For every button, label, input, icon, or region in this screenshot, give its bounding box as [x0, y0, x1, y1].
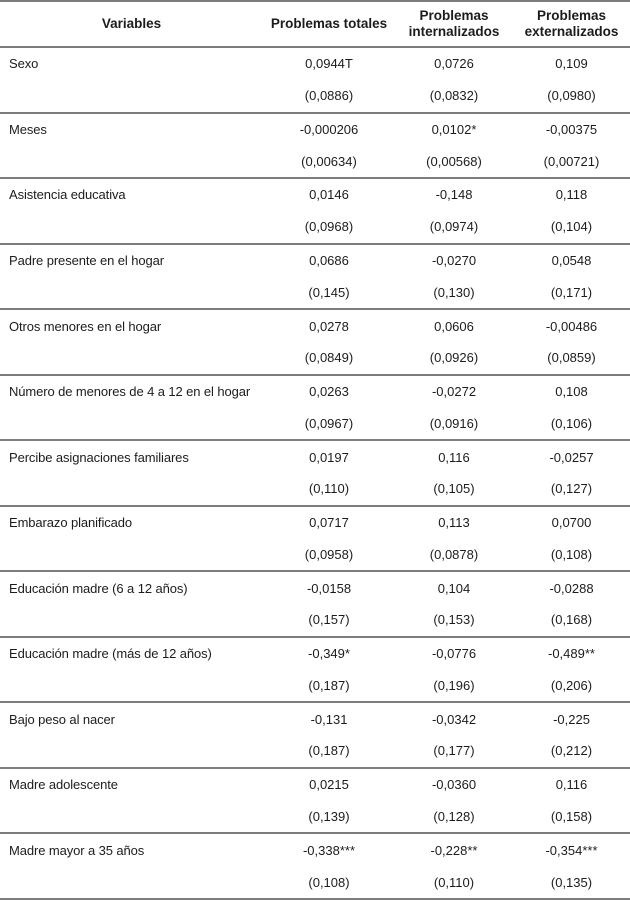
variable-label: Madre mayor a 35 años: [9, 842, 145, 858]
se-problemas-externalizados: (0,127): [550, 481, 593, 497]
variable-label: Sexo: [9, 56, 39, 72]
coef-problemas-internalizados: -0,228**: [430, 842, 478, 858]
se-problemas-externalizados: (0,206): [550, 677, 593, 693]
coef-problemas-internalizados: 0,113: [438, 515, 470, 531]
se-problemas-internalizados: (0,0878): [429, 546, 479, 562]
stderr-row: [0, 342, 630, 374]
stderr-row: [0, 604, 630, 636]
coef-problemas-totales: 0,0197: [309, 449, 349, 465]
coef-problemas-externalizados: -0,0257: [549, 449, 594, 465]
coef-problemas-externalizados: 0,0700: [551, 515, 592, 531]
coefficient-row: [0, 441, 630, 473]
coef-problemas-totales: 0,0146: [309, 187, 349, 203]
coef-problemas-externalizados: -0,00375: [545, 121, 598, 137]
variable-row-group: [0, 114, 630, 180]
coef-problemas-totales: -0,000206: [299, 121, 359, 137]
stderr-row: [0, 670, 630, 702]
coef-problemas-externalizados: -0,489**: [548, 646, 595, 662]
coef-problemas-externalizados: 0,118: [555, 187, 588, 203]
se-problemas-totales: (0,108): [308, 874, 350, 890]
coef-problemas-internalizados: 0,0102*: [431, 121, 477, 137]
coef-problemas-totales: 0,0215: [309, 777, 349, 793]
se-problemas-totales: (0,0886): [304, 88, 354, 104]
stderr-row: [0, 538, 630, 570]
coef-problemas-totales: -0,338***: [302, 842, 356, 858]
coef-problemas-internalizados: -0,0272: [431, 384, 477, 400]
coefficient-row: [0, 48, 630, 80]
coef-problemas-totales: 0,0278: [309, 318, 349, 334]
stderr-row: [0, 473, 630, 505]
se-problemas-internalizados: (0,0926): [429, 350, 479, 366]
se-problemas-internalizados: (0,105): [433, 481, 475, 497]
variable-row-group: [0, 310, 630, 376]
se-problemas-totales: (0,187): [308, 677, 350, 693]
coefficient-row: [0, 245, 630, 277]
se-problemas-externalizados: (0,135): [550, 874, 593, 890]
se-problemas-totales: (0,00634): [301, 153, 357, 169]
se-problemas-internalizados: (0,0832): [429, 88, 479, 104]
coef-problemas-internalizados: -0,0360: [431, 777, 477, 793]
coef-problemas-internalizados: -0,148: [435, 187, 473, 203]
variable-label: Padre presente en el hogar: [9, 252, 164, 268]
variable-row-group: [0, 638, 630, 704]
header-variables: Variables: [101, 15, 162, 31]
coef-problemas-externalizados: 0,108: [555, 384, 588, 400]
se-problemas-internalizados: (0,128): [433, 808, 475, 824]
se-problemas-totales: (0,187): [308, 743, 350, 759]
coefficient-row: [0, 310, 630, 342]
variable-row-group: [0, 507, 630, 573]
se-problemas-internalizados: (0,196): [433, 677, 475, 693]
se-problemas-internalizados: (0,0916): [429, 415, 479, 431]
coef-problemas-internalizados: -0,0776: [431, 646, 477, 662]
coefficient-row: [0, 114, 630, 146]
se-problemas-externalizados: (0,106): [550, 415, 593, 431]
coef-problemas-internalizados: 0,104: [437, 580, 471, 596]
variable-row-group: [0, 179, 630, 245]
variable-label: Percibe asignaciones familiares: [9, 449, 189, 465]
se-problemas-externalizados: (0,0859): [547, 350, 596, 366]
coefficient-row: [0, 376, 630, 408]
header-problemas-externalizados: Problemas externalizados: [524, 7, 619, 39]
coef-problemas-externalizados: -0,225: [553, 711, 590, 727]
se-problemas-externalizados: (0,171): [550, 284, 593, 300]
coef-problemas-totales: 0,0263: [309, 384, 349, 400]
se-problemas-externalizados: (0,0980): [547, 88, 596, 104]
coef-problemas-internalizados: 0,116: [438, 449, 470, 465]
variable-row-group: [0, 48, 630, 114]
se-problemas-totales: (0,145): [308, 284, 350, 300]
coef-problemas-externalizados: 0,116: [555, 777, 588, 793]
stderr-row: [0, 145, 630, 177]
coef-problemas-externalizados: 0,109: [555, 56, 588, 72]
coefficient-row: [0, 638, 630, 670]
stderr-row: [0, 211, 630, 243]
se-problemas-totales: (0,0967): [304, 415, 354, 431]
coef-problemas-internalizados: -0,0270: [431, 252, 477, 268]
variable-label: Meses: [9, 121, 47, 137]
variable-row-group: [0, 703, 630, 769]
se-problemas-totales: (0,157): [308, 612, 350, 628]
coefficient-row: [0, 507, 630, 539]
variable-row-group: [0, 572, 630, 638]
stderr-row: [0, 80, 630, 112]
se-problemas-externalizados: (0,212): [550, 743, 593, 759]
coef-problemas-internalizados: 0,0606: [434, 318, 474, 334]
stderr-row: [0, 407, 630, 439]
coef-problemas-totales: -0,349*: [308, 646, 350, 662]
coef-problemas-totales: 0,0717: [309, 515, 349, 531]
coef-problemas-internalizados: 0,0726: [434, 56, 474, 72]
coef-problemas-externalizados: -0,354***: [545, 842, 598, 858]
coef-problemas-totales: 0,0686: [309, 252, 349, 268]
coef-problemas-totales: 0,0944T: [305, 56, 353, 72]
table-body: [0, 48, 630, 900]
coefficient-row: [0, 703, 630, 735]
se-problemas-externalizados: (0,168): [550, 612, 593, 628]
coef-problemas-internalizados: -0,0342: [431, 711, 477, 727]
se-problemas-totales: (0,139): [308, 808, 350, 824]
coef-problemas-externalizados: -0,0288: [549, 580, 594, 596]
se-problemas-totales: (0,0849): [304, 350, 354, 366]
coefficient-row: [0, 572, 630, 604]
variable-row-group: [0, 441, 630, 507]
variable-label: Número de menores de 4 a 12 en el hogar: [9, 384, 251, 400]
variable-label: Madre adolescente: [9, 777, 118, 793]
variable-label: Embarazo planificado: [9, 515, 133, 531]
se-problemas-internalizados: (0,130): [433, 284, 475, 300]
se-problemas-totales: (0,0958): [304, 546, 354, 562]
se-problemas-externalizados: (0,104): [550, 219, 593, 235]
coefficient-row: [0, 769, 630, 801]
header-problemas-totales: Problemas totales: [270, 15, 388, 31]
table-header-row: [0, 2, 630, 48]
coef-problemas-externalizados: 0,0548: [551, 252, 592, 268]
variable-label: Educación madre (6 a 12 años): [9, 580, 188, 596]
se-problemas-totales: (0,110): [308, 481, 350, 497]
variable-label: Otros menores en el hogar: [9, 318, 162, 334]
se-problemas-externalizados: (0,00721): [543, 153, 600, 169]
coef-problemas-totales: -0,131: [310, 711, 348, 727]
coef-problemas-externalizados: -0,00486: [545, 318, 598, 334]
coefficient-row: [0, 834, 630, 866]
se-problemas-internalizados: (0,110): [433, 874, 475, 890]
variable-label: Bajo peso al nacer: [9, 711, 115, 727]
se-problemas-totales: (0,0968): [304, 219, 354, 235]
variable-row-group: [0, 769, 630, 835]
se-problemas-internalizados: (0,153): [433, 612, 475, 628]
stderr-row: [0, 735, 630, 767]
variable-row-group: [0, 376, 630, 442]
variable-label: Asistencia educativa: [9, 187, 126, 203]
header-problemas-internalizados: Problemas internalizados: [408, 7, 500, 39]
se-problemas-internalizados: (0,177): [433, 743, 475, 759]
coef-problemas-totales: -0,0158: [306, 580, 352, 596]
stderr-row: [0, 276, 630, 308]
stderr-row: [0, 866, 630, 898]
stderr-row: [0, 801, 630, 833]
se-problemas-externalizados: (0,158): [550, 808, 593, 824]
variable-label: Educación madre (más de 12 años): [9, 646, 212, 662]
se-problemas-internalizados: (0,0974): [429, 219, 479, 235]
coefficient-row: [0, 179, 630, 211]
variable-row-group: [0, 834, 630, 900]
se-problemas-externalizados: (0,108): [550, 546, 593, 562]
se-problemas-internalizados: (0,00568): [426, 153, 482, 169]
variable-row-group: [0, 245, 630, 311]
